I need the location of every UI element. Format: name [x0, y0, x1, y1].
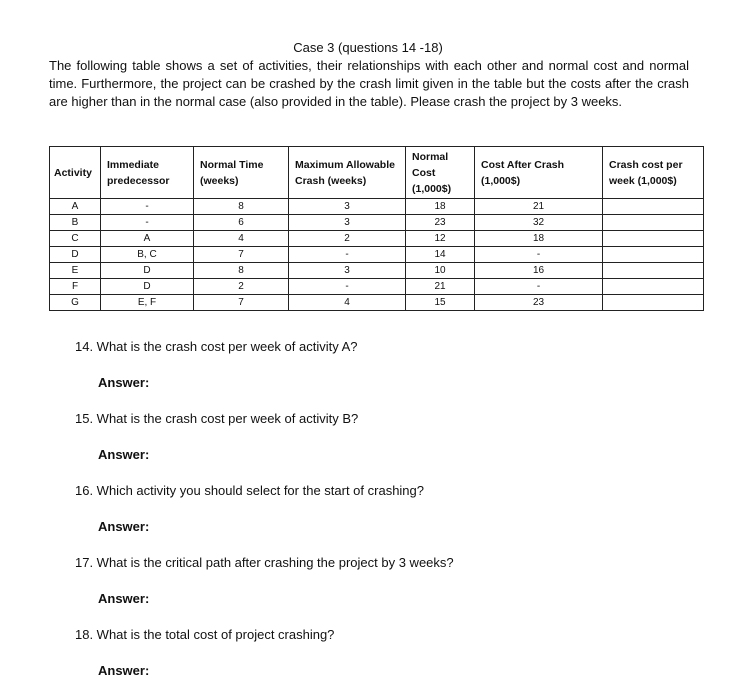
cell-crash-cost-per-week	[603, 263, 704, 279]
answer-label: Answer:	[98, 591, 150, 606]
question-item	[75, 482, 695, 536]
cell-cost-after-crash: -	[475, 247, 603, 263]
table-row	[50, 231, 704, 247]
cell-crash-cost-per-week	[603, 279, 704, 295]
cell-cost-after-crash: -	[475, 279, 603, 295]
answer-label: Answer:	[98, 663, 150, 678]
question-item	[75, 410, 695, 464]
cell-normal-cost: 12	[406, 231, 475, 247]
cell-normal-cost: 14	[406, 247, 475, 263]
cell-max-crash: 3	[289, 199, 406, 215]
questions-section	[75, 338, 695, 698]
header-max-crash: Maximum Allowable Crash (weeks)	[289, 147, 406, 199]
cell-cost-after-crash: 21	[475, 199, 603, 215]
question-text: 15. What is the crash cost per week of activity B?	[75, 411, 359, 426]
cell-normal-time: 8	[194, 199, 289, 215]
cell-activity: B	[50, 215, 101, 231]
cell-max-crash: -	[289, 279, 406, 295]
cell-max-crash: 3	[289, 263, 406, 279]
cell-normal-cost: 21	[406, 279, 475, 295]
question-text: 16. Which activity you should select for the start of crashing?	[75, 483, 425, 498]
cell-predecessor: -	[101, 215, 194, 231]
cell-predecessor: D	[101, 263, 194, 279]
table-header-row	[50, 147, 704, 199]
intro-paragraph: The following table shows a set of activities, their relationships with each other and normal cost and normal time. Furthermore, the project can be crashed by the crash limit given in the table but the costs after the crash are higher than in the normal case (also provided in the table). Please crash the project by 3 weeks.	[49, 58, 689, 109]
question-text: 18. What is the total cost of project crashing?	[75, 627, 335, 642]
cell-normal-cost: 15	[406, 295, 475, 311]
cell-activity: G	[50, 295, 101, 311]
case-title: Case 3 (questions 14 -18)	[293, 40, 443, 55]
question-text: 17. What is the critical path after crashing the project by 3 weeks?	[75, 555, 454, 570]
header-crash-cost-per-week: Crash cost per week (1,000$)	[603, 147, 704, 199]
cell-normal-cost: 18	[406, 199, 475, 215]
table-row	[50, 247, 704, 263]
header-cost-after-crash: Cost After Crash (1,000$)	[475, 147, 603, 199]
cell-crash-cost-per-week	[603, 247, 704, 263]
header-activity: Activity	[50, 147, 101, 199]
question-text: 14. What is the crash cost per week of activity A?	[75, 339, 358, 354]
question-item	[75, 338, 695, 392]
question-item	[75, 554, 695, 608]
answer-label: Answer:	[98, 375, 150, 390]
cell-crash-cost-per-week	[603, 295, 704, 311]
table-row	[50, 279, 704, 295]
cell-cost-after-crash: 32	[475, 215, 603, 231]
cell-activity: A	[50, 199, 101, 215]
answer-label: Answer:	[98, 447, 150, 462]
cell-predecessor: E, F	[101, 295, 194, 311]
cell-normal-time: 2	[194, 279, 289, 295]
cell-normal-time: 8	[194, 263, 289, 279]
table-row	[50, 199, 704, 215]
cell-predecessor: -	[101, 199, 194, 215]
cell-normal-cost: 10	[406, 263, 475, 279]
cell-crash-cost-per-week	[603, 199, 704, 215]
cell-max-crash: 3	[289, 215, 406, 231]
cell-predecessor: B, C	[101, 247, 194, 263]
cell-activity: C	[50, 231, 101, 247]
cell-activity: D	[50, 247, 101, 263]
table-row	[50, 263, 704, 279]
cell-normal-time: 6	[194, 215, 289, 231]
cell-normal-time: 4	[194, 231, 289, 247]
question-item	[75, 626, 695, 680]
cell-cost-after-crash: 23	[475, 295, 603, 311]
cell-crash-cost-per-week	[603, 231, 704, 247]
table-row	[50, 215, 704, 231]
cell-predecessor: D	[101, 279, 194, 295]
cell-crash-cost-per-week	[603, 215, 704, 231]
cell-max-crash: -	[289, 247, 406, 263]
answer-label: Answer:	[98, 519, 150, 534]
cell-cost-after-crash: 18	[475, 231, 603, 247]
cell-normal-time: 7	[194, 295, 289, 311]
table-row	[50, 295, 704, 311]
cell-predecessor: A	[101, 231, 194, 247]
header-predecessor: Immediate predecessor	[101, 147, 194, 199]
cell-max-crash: 4	[289, 295, 406, 311]
cell-activity: E	[50, 263, 101, 279]
cell-activity: F	[50, 279, 101, 295]
activity-table	[49, 146, 704, 311]
cell-normal-time: 7	[194, 247, 289, 263]
cell-max-crash: 2	[289, 231, 406, 247]
header-normal-cost: Normal Cost (1,000$)	[406, 147, 475, 199]
header-normal-time: Normal Time (weeks)	[194, 147, 289, 199]
cell-cost-after-crash: 16	[475, 263, 603, 279]
cell-normal-cost: 23	[406, 215, 475, 231]
